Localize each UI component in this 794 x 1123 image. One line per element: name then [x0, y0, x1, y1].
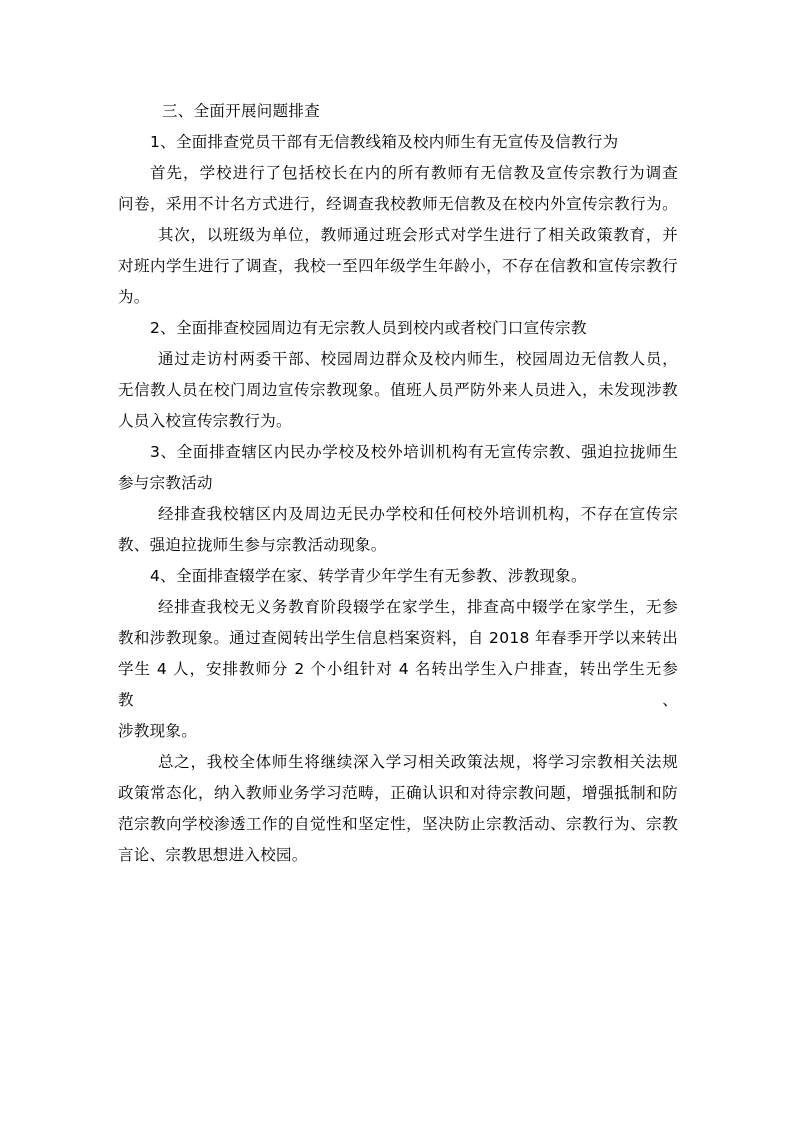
section-heading: 三、全面开展问题排查 [162, 102, 321, 120]
paragraph-4-line-2: 教、强迫拉拢师生参与宗教活动现象。 [118, 536, 387, 554]
paragraph-2-line-3: 为。 [118, 288, 150, 306]
paragraph-3-line-3: 人员入校宣传宗教行为。 [118, 412, 292, 430]
paragraph-6-line-3: 范宗教向学校渗透工作的自觉性和坚定性，坚决防止宗教活动、宗教行为、宗教 [118, 815, 678, 833]
paragraph-5-line-4: 涉教现象。 [118, 722, 198, 740]
paragraph-6-line-1: 总之，我校全体师生将继续深入学习相关政策法规，将学习宗教相关法规 [158, 753, 678, 771]
paragraph-3-line-2: 无信教人员在校门周边宣传宗教现象。值班人员严防外来人员进入，未发现涉教 [118, 381, 678, 399]
paragraph-5-line-3: 学生 4 人，安排教师分 2 个小组针对 4 名转出学生入户排查，转出学生无参教、 [118, 660, 678, 709]
item-3-heading-line-2: 参与宗教活动 [118, 474, 213, 492]
item-3-heading-line-1: 3、全面排查辖区内民办学校及校外培训机构有无宣传宗教、强迫拉拢师生 [150, 443, 678, 461]
paragraph-6-line-4: 言论、宗教思想进入校园。 [118, 846, 308, 864]
item-2-heading: 2、全面排查校园周边有无宗教人员到校内或者校门口宣传宗教 [150, 319, 587, 337]
paragraph-1-line-2: 问卷，采用不计名方式进行，经调查我校教师无信教及在校内外宣传宗教行为。 [118, 195, 678, 213]
paragraph-6-line-2: 政策常态化，纳入教师业务学习范畴，正确认识和对待宗教问题，增强抵制和防 [118, 784, 678, 802]
paragraph-5-line-2: 教和涉教现象。通过查阅转出学生信息档案资料，自 2018 年春季开学以来转出 [118, 629, 678, 647]
paragraph-4-line-1: 经排查我校辖区内及周边无民办学校和任何校外培训机构，不存在宣传宗 [158, 505, 678, 523]
paragraph-2-line-2: 对班内学生进行了调查，我校一至四年级学生年龄小，不存在信教和宣传宗教行 [118, 257, 678, 275]
item-1-heading: 1、全面排查党员干部有无信教线箱及校内师生有无宣传及信教行为 [150, 133, 619, 151]
paragraph-3-line-1: 通过走访村两委干部、校园周边群众及校内师生，校园周边无信教人员， [158, 350, 678, 368]
paragraph-2-line-1: 其次，以班级为单位，教师通过班会形式对学生进行了相关政策教育，并 [158, 226, 678, 244]
paragraph-1-line-1: 首先，学校进行了包括校长在内的所有教师有无信教及宣传宗教行为调查 [150, 164, 678, 182]
item-4-heading: 4、全面排查辍学在家、转学青少年学生有无参教、涉教现象。 [150, 567, 587, 585]
paragraph-5-line-1: 经排查我校无义务教育阶段辍学在家学生，排查高中辍学在家学生，无参 [158, 598, 678, 616]
document-body [118, 96, 678, 871]
